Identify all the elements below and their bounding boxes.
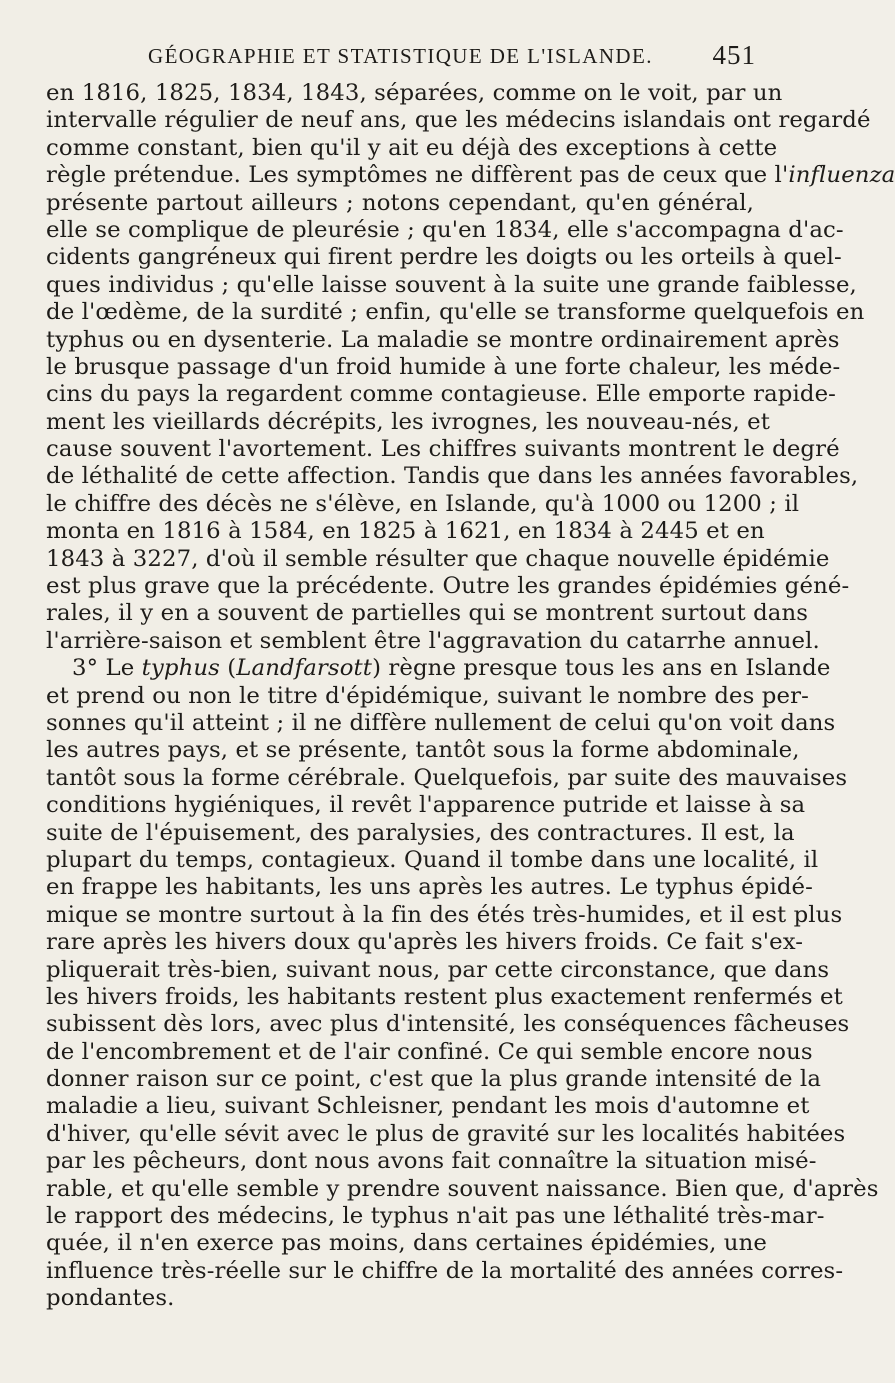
text-line: les autres pays, et se présente, tantôt sous la forme abdominale, <box>46 737 800 764</box>
page-header <box>46 38 756 78</box>
italic-term: typhus <box>141 655 220 682</box>
text-line: conditions hygiéniques, il revêt l'apparence putride et laisse à sa <box>46 792 806 819</box>
text-line: rare après les hivers doux qu'après les hivers froids. Ce fait s'ex- <box>46 929 804 956</box>
text-line: cidents gangréneux qui firent perdre les doigts ou les orteils à quel- <box>46 244 842 271</box>
text-line: monta en 1816 à 1584, en 1825 à 1621, en 1834 à 2445 et en <box>46 518 765 545</box>
text-line: le rapport des médecins, le typhus n'ait pas une léthalité très-mar- <box>46 1203 825 1230</box>
text-line: par les pêcheurs, dont nous avons fait connaître la situation misé- <box>46 1148 817 1175</box>
text-line: présente partout ailleurs ; notons cependant, qu'en général, <box>46 189 754 216</box>
page-body-text <box>46 80 895 1313</box>
text-line: le chiffre des décès ne s'élève, en Islande, qu'à 1000 ou 1200 ; il <box>46 490 800 517</box>
text-line: maladie a lieu, suivant Schleisner, pendant les mois d'automne et <box>46 1093 810 1120</box>
text-line: plupart du temps, contagieux. Quand il tombe dans une localité, il <box>46 846 819 873</box>
text-run: 3° Le <box>72 655 142 682</box>
italic-term: influenza <box>788 162 895 189</box>
page-number: 451 <box>712 40 756 70</box>
text-line: mique se montre surtout à la fin des étés très-humides, et il est plus <box>46 901 843 928</box>
text-line: pliquerait très-bien, suivant nous, par cette circonstance, que dans <box>46 956 830 983</box>
text-line: d'hiver, qu'elle sévit avec le plus de gravité sur les localités habitées <box>46 1120 846 1147</box>
text-line: le brusque passage d'un froid humide à une forte chaleur, les méde- <box>46 353 841 380</box>
text-line: intervalle régulier de neuf ans, que les médecins islandais ont regardé <box>46 107 871 134</box>
text-line: quée, il n'en exerce pas moins, dans certaines épidémies, une <box>46 1230 767 1257</box>
text-line: tantôt sous la forme cérébrale. Quelquefois, par suite des mauvaises <box>46 764 848 791</box>
text-line: en 1816, 1825, 1834, 1843, séparées, comme on le voit, par un <box>46 80 783 106</box>
text-line: l'arrière-saison et semblent être l'aggravation du catarrhe annuel. <box>46 627 820 654</box>
text-line: de léthalité de cette affection. Tandis que dans les années favorables, <box>46 463 859 490</box>
text-run: ( <box>219 655 237 682</box>
text-line: comme constant, bien qu'il y ait eu déjà des exceptions à cette <box>46 134 778 161</box>
text-run: ) règne presque tous les ans en Islande <box>372 655 831 682</box>
text-line: de l'œdème, de la surdité ; enfin, qu'elle se transforme quelquefois en <box>46 299 865 326</box>
text-line: subissent dès lors, avec plus d'intensité, les conséquences fâcheuses <box>46 1011 850 1038</box>
text-line <box>46 162 895 189</box>
italic-term: Landfarsott <box>236 655 373 682</box>
text-line: et prend ou non le titre d'épidémique, suivant le nombre des per- <box>46 682 809 709</box>
text-line: ques individus ; qu'elle laisse souvent à la suite une grande faiblesse, <box>46 271 857 298</box>
text-line: est plus grave que la précédente. Outre les grandes épidémies géné- <box>46 573 850 600</box>
text-line: donner raison sur ce point, c'est que la plus grande intensité de la <box>46 1066 822 1093</box>
text-line: influence très-réelle sur le chiffre de la mortalité des années corres- <box>46 1257 844 1284</box>
text-line: sonnes qu'il atteint ; il ne diffère nullement de celui qu'on voit dans <box>46 709 836 736</box>
text-line: en frappe les habitants, les uns après les autres. Le typhus épidé- <box>46 874 813 901</box>
text-line: rales, il y en a souvent de partielles qui se montrent surtout dans <box>46 600 809 627</box>
text-line: cins du pays la regardent comme contagieuse. Elle emporte rapide- <box>46 381 836 408</box>
text-line: pondantes. <box>46 1285 175 1312</box>
text-line <box>46 655 831 682</box>
text-line: suite de l'épuisement, des paralysies, des contractures. Il est, la <box>46 819 795 846</box>
text-line: typhus ou en dysenterie. La maladie se montre ordinairement après <box>46 326 840 353</box>
text-line: 1843 à 3227, d'où il semble résulter que chaque nouvelle épidémie <box>46 545 830 572</box>
text-run: règle prétendue. Les symptômes ne diffèrent pas de ceux que l' <box>46 162 789 189</box>
text-line: elle se complique de pleurésie ; qu'en 1834, elle s'accompagna d'ac- <box>46 216 844 243</box>
text-line: de l'encombrement et de l'air confiné. Ce qui semble encore nous <box>46 1038 813 1065</box>
text-line: rable, et qu'elle semble y prendre souvent naissance. Bien que, d'après <box>46 1175 879 1202</box>
text-line: cause souvent l'avortement. Les chiffres suivants montrent le degré <box>46 436 840 463</box>
running-title: GÉOGRAPHIE ET STATISTIQUE DE L'ISLANDE. <box>148 44 653 68</box>
text-line: ment les vieillards décrépits, les ivrognes, les nouveau-nés, et <box>46 408 771 435</box>
text-line: les hivers froids, les habitants restent plus exactement renfermés et <box>46 983 843 1010</box>
